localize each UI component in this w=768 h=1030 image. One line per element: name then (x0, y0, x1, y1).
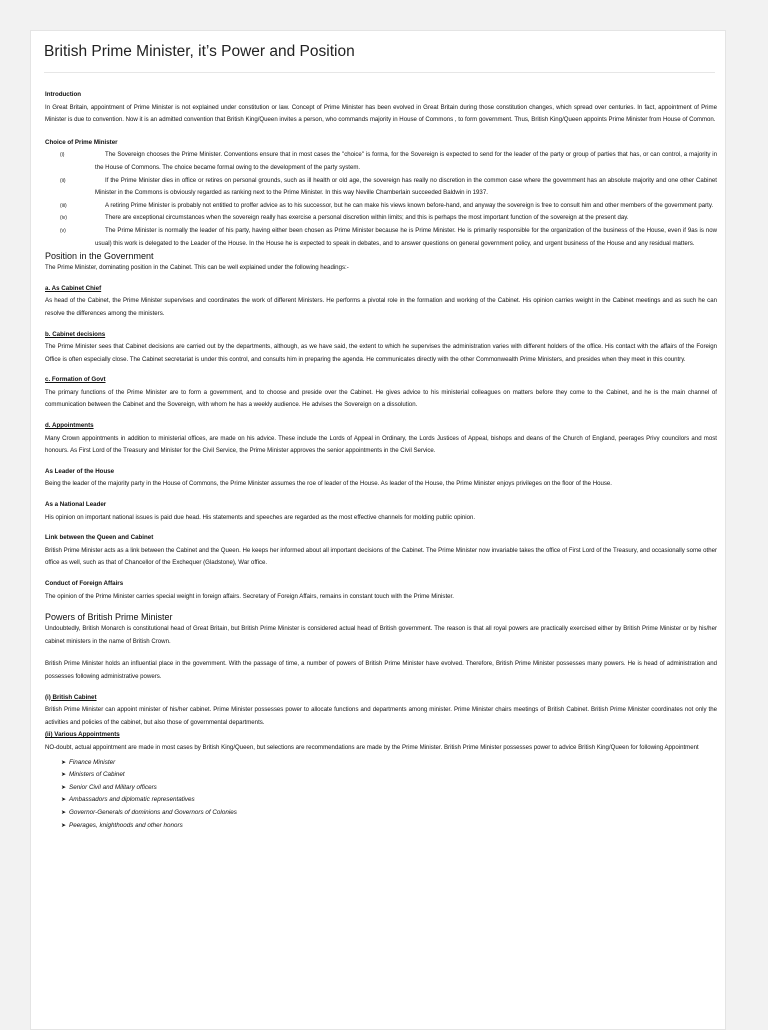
section-text: The primary functions of the Prime Minister are to form a government, and to choose and preside over the Cabinet. He gives advice to his ministerial colleagues on matters before they come to the Cabinet, and he is the main channel of communication between the Cabinet and the Sovereign, with whom he has a weekly audience. He advises the Sovereign on a dissolution. (45, 388, 717, 409)
list-item-text: Peerages, knighthoods and other honors (69, 821, 183, 829)
section-text: British Prime Minister acts as a link between the Cabinet and the Queen. He keeps her informed about all important decisions of the Cabinet. The Prime Minister now invariable takes the office of First Lord of the Treasury, and occasionally some other office as well, such as that of Chancellor of the Exchequer (Gladstone), War office. (45, 546, 718, 567)
powers-paragraph-2: British Prime Minister holds an influential place in the government. With the passage of time, a number of powers of British Prime Minister have evolved. Therefore, British Prime Minister possesses many powers. He is head of administration and possesses following administrative powers. (45, 660, 717, 680)
arrow-bullet-icon: ➤ (61, 784, 67, 791)
section-heading: As Leader of the House (45, 467, 115, 475)
choice-item-number: (iv) (60, 215, 67, 222)
arrow-bullet-icon: ➤ (61, 759, 67, 766)
section-heading: d. Appointments (45, 422, 94, 430)
list-item (45, 807, 717, 820)
cabinet-heading: (i) British Cabinet (45, 693, 97, 701)
choice-item-text: The Sovereign chooses the Prime Minister. Conventions ensure that in most cases the "choice" is forma, for the Sovereign is expected to send for the leader of the party or group of parties that has, or can control, a majority in the House of Commons. The choice became formal owing to the development of the party system. (95, 151, 717, 171)
arrow-bullet-icon: ➤ (61, 809, 67, 816)
arrow-bullet-icon: ➤ (61, 772, 67, 779)
choice-item (45, 149, 717, 174)
choice-item-text: If the Prime Minister dies in office or retires on personal grounds, such as ill health or old age, the sovereign has really no discretion in the common case where the government has an absolute majority and one other Cabinet Minister in the Commons is obviously regarded as ranking next to the Prime Minister. In this way Neville Chamberlain succeeded Baldwin in 1937. (95, 176, 717, 197)
arrow-bullet-icon: ➤ (61, 822, 67, 829)
section-heading: Link between the Queen and Cabinet (45, 534, 154, 542)
list-item (45, 782, 717, 795)
section-text: The Prime Minister sees that Cabinet decisions are carried out by the departments, although, as we have said, the extent to which he supervises the administration varies with different holders of the office. His contact with the affairs of the Foreign Office is often especially close. The Cabinet secretariat is under this control, and consults him in preparing the agenda. He communicates directly with the other Commonwealth Prime Ministers, and presides when they meet in this country. (45, 343, 717, 363)
arrow-bullet-icon: ➤ (61, 797, 67, 804)
section-text: His opinion on important national issues is paid due head. His statements and speeches are regarded as the most effective channels for molding public opinion. (45, 513, 476, 521)
choice-item-text: The Prime Minister is normally the leader of his party, having either been chosen as Prime Minister because he is Prime Minister. He is primarily responsible for the organization of the business of the House, even if 9as is now usual) this work is delegated to the Leader of the House. In the House he is expected to speak in debates, and to answer questions on general government policy, and urgent business of the House and any residual matters. (95, 226, 717, 247)
list-item-text: Senior Civil and Military officers (69, 783, 157, 791)
choice-item-number: (iii) (60, 202, 67, 209)
choice-item (45, 225, 717, 250)
section-text: The opinion of the Prime Minister carries special weight in foreign affairs. Secretary of Foreign Affairs, remains in constant touch with the Prime Minister. (45, 592, 454, 600)
document-body (45, 89, 717, 832)
choice-item (45, 212, 717, 225)
appointments-text: NO-doubt, actual appointment are made in most cases by British King/Queen, but selections are recommendations are made by the Prime Minister. British Prime Minister possesses power to advice British King/Queen for following Appointment (45, 743, 699, 751)
choice-item (45, 200, 717, 213)
cabinet-text: British Prime Minister can appoint minister of his/her cabinet. Prime Minister possesses power to allocate functions and departments among minister. Prime Minister chairs meetings of British Cabinet. British Prime Minister coordinates not only the activities and policies of the cabinet, but also those of governmental departments. (45, 706, 717, 726)
choice-item-text: A retiring Prime Minister is probably not entitled to proffer advice as to his successor, but he can make his views known before-hand, and anyway the sovereign is free to consult him and other members of the government party. (105, 201, 714, 209)
list-item-text: Finance Minister (69, 758, 116, 766)
choice-item (45, 175, 717, 200)
appointments-list (45, 757, 717, 833)
section-heading: As a National Leader (45, 501, 107, 509)
choice-heading: Choice of Prime Minister (45, 138, 118, 146)
intro-heading: Introduction (45, 91, 82, 98)
choice-item-text: There are exceptional circumstances when the sovereign really has exercise a personal discretion within limits; and this is perhaps the most important function of the sovereign at the present day. (105, 214, 629, 222)
list-item (45, 769, 717, 782)
title-divider (44, 72, 715, 73)
section-heading: a. As Cabinet Chief (45, 284, 102, 292)
section-text: Being the leader of the majority party in the House of Commons, the Prime Minister assumes the roe of leader of the House. As leader of the House, the Prime Minister enjoys privileges on the floor of the House. (45, 480, 613, 488)
position-intro: The Prime Minister, dominating position in the Cabinet. This can be well explained under the following headings:- (45, 264, 349, 272)
section-heading: Conduct of Foreign Affairs (45, 580, 124, 587)
page-title: British Prime Minister, it’s Power and Position (44, 43, 355, 60)
powers-heading: Powers of British Prime Minister (45, 612, 173, 623)
list-item-text: Governor-Generals of dominions and Governors of Colonies (69, 808, 237, 816)
appointments-heading: (ii) Various Appointments (45, 731, 120, 739)
list-item (45, 794, 717, 807)
document-page (30, 30, 726, 1030)
section-text: Many Crown appointments in addition to ministerial offices, are made on his advice. These include the Lords of Appeal in Ordinary, the Lords Justices of Appeal, bishops and deans of the Church of England, peerages Privy councilors and most honours. As First Lord of the Treasury and Minister for the Civil Service, the Prime Minister approves the senior appointments in the Civil Service. (45, 434, 717, 455)
list-item-text: Ministers of Cabinet (69, 771, 125, 779)
choice-item-number: (i) (60, 152, 65, 159)
list-item (45, 757, 717, 770)
choice-item-number: (ii) (60, 177, 66, 184)
list-item-text: Ambassadors and diplomatic representatives (69, 796, 195, 804)
position-heading: Position in the Government (45, 251, 154, 262)
section-text: As head of the Cabinet, the Prime Minister supervises and coordinates the work of different Ministers. He performs a pivotal role in the formation and working of the Cabinet. His opinion carries weight in the Cabinet meetings and as such he can resolve the differences among the ministers. (45, 297, 717, 317)
choice-item-number: (v) (60, 227, 66, 234)
intro-text: In Great Britain, appointment of Prime Minister is not explained under constitution or law. Concept of Prime Minister has been evolved in Great Britain during those constitution changes, which spread over centuries. In fact, appointment of Prime Minister is due to convention. Now it is an admitted convention that British King/Queen invites a person, who commands majority in House of Commons , to form government. Thus, British King/Queen appoints Prime Minister from House of Common. (45, 103, 717, 124)
section-heading: b. Cabinet decisions (45, 330, 106, 338)
powers-paragraph-1: Undoubtedly, British Monarch is constitutional head of Great Britain, but British Prime Minister is considered actual head of British government. The reason is that all royal powers are practically exercised either by British Prime Minister or by his/her cabinet ministers in the name of British Crown. (45, 625, 717, 645)
section-heading: c. Formation of Govt (45, 376, 106, 384)
list-item (45, 820, 717, 833)
